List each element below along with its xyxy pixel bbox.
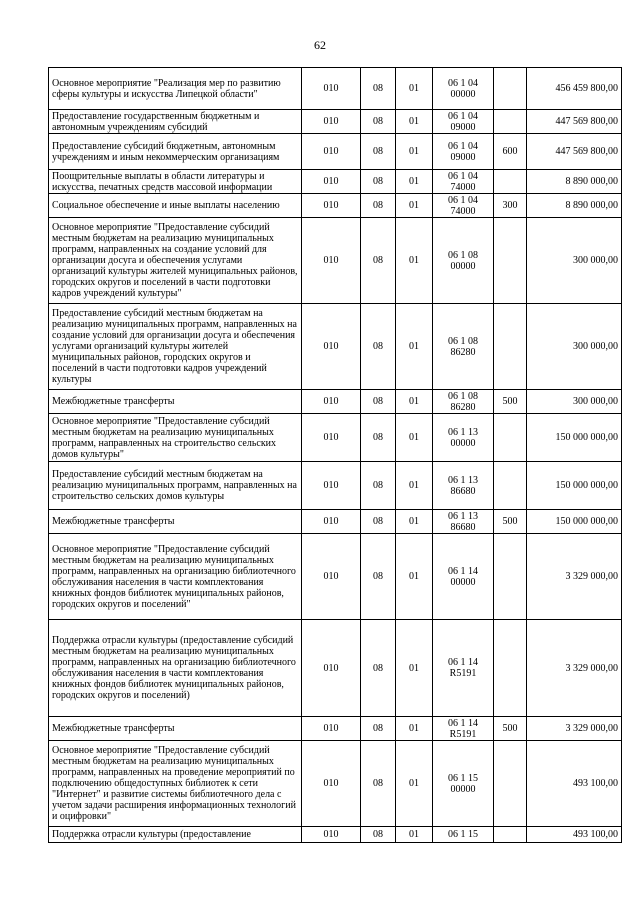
row-target-article-code: 06 1 14 R5191	[433, 717, 494, 741]
row-admin-code: 010	[302, 620, 361, 717]
row-subsection-code: 01	[396, 194, 433, 218]
row-amount: 8 890 000,00	[527, 194, 622, 218]
table-row	[49, 827, 622, 843]
row-admin-code: 010	[302, 194, 361, 218]
row-section-code: 08	[361, 462, 396, 510]
row-target-article-code: 06 1 13 00000	[433, 414, 494, 462]
row-amount: 8 890 000,00	[527, 170, 622, 194]
row-section-code: 08	[361, 827, 396, 843]
row-expense-type-code	[494, 741, 527, 827]
row-target-article-code: 06 1 13 86680	[433, 462, 494, 510]
row-name: Предоставление субсидий бюджетным, автономным учреждениям и иным некоммерческим организациям	[49, 134, 302, 170]
row-subsection-code: 01	[396, 414, 433, 462]
row-subsection-code: 01	[396, 462, 433, 510]
table-row	[49, 414, 622, 462]
row-admin-code: 010	[302, 414, 361, 462]
row-section-code: 08	[361, 534, 396, 620]
table-row	[49, 194, 622, 218]
table-row	[49, 717, 622, 741]
row-name: Основное мероприятие "Предоставление субсидий местным бюджетам на реализацию муниципальных программ, направленных на организацию библиотечного обслуживания населения в части комплектования книжных фондов библиотек муниципальных районов, городских округов и поселений"	[49, 534, 302, 620]
row-amount: 300 000,00	[527, 218, 622, 304]
row-name: Поощрительные выплаты в области литературы и искусства, печатных средств массовой информации	[49, 170, 302, 194]
row-target-article-code: 06 1 14 R5191	[433, 620, 494, 717]
row-subsection-code: 01	[396, 827, 433, 843]
row-admin-code: 010	[302, 110, 361, 134]
table-row	[49, 741, 622, 827]
row-section-code: 08	[361, 741, 396, 827]
row-subsection-code: 01	[396, 134, 433, 170]
row-subsection-code: 01	[396, 170, 433, 194]
row-name: Основное мероприятие "Предоставление субсидий местным бюджетам на реализацию муниципальных программ, направленных на строительство сельских домов культуры"	[49, 414, 302, 462]
row-subsection-code: 01	[396, 620, 433, 717]
row-name: Основное мероприятие "Предоставление субсидий местным бюджетам на реализацию муниципальных программ, направленных на проведение мероприятий по подключению общедоступных библиотек к сети "Интернет" и развитие системы библиотечного дела с учетом задачи расширения информационных технологий и оцифровки"	[49, 741, 302, 827]
row-amount: 150 000 000,00	[527, 414, 622, 462]
row-subsection-code: 01	[396, 68, 433, 110]
row-expense-type-code	[494, 218, 527, 304]
table-row	[49, 510, 622, 534]
row-admin-code: 010	[302, 510, 361, 534]
row-name: Поддержка отрасли культуры (предоставление	[49, 827, 302, 843]
table-row	[49, 620, 622, 717]
row-section-code: 08	[361, 134, 396, 170]
row-section-code: 08	[361, 414, 396, 462]
row-expense-type-code: 600	[494, 134, 527, 170]
row-expense-type-code: 500	[494, 717, 527, 741]
row-admin-code: 010	[302, 134, 361, 170]
row-expense-type-code	[494, 110, 527, 134]
table-row	[49, 68, 622, 110]
row-name: Межбюджетные трансферты	[49, 717, 302, 741]
row-admin-code: 010	[302, 68, 361, 110]
row-admin-code: 010	[302, 170, 361, 194]
row-name: Поддержка отрасли культуры (предоставление субсидий местным бюджетам на реализацию муниципальных программ, направленных на организацию библиотечного обслуживания населения в части комплектования книжных фондов библиотек муниципальных районов, городских округов и поселений)	[49, 620, 302, 717]
row-admin-code: 010	[302, 717, 361, 741]
row-expense-type-code	[494, 170, 527, 194]
row-section-code: 08	[361, 510, 396, 534]
row-amount: 150 000 000,00	[527, 510, 622, 534]
row-subsection-code: 01	[396, 390, 433, 414]
row-amount: 447 569 800,00	[527, 134, 622, 170]
row-expense-type-code: 500	[494, 390, 527, 414]
row-subsection-code: 01	[396, 741, 433, 827]
row-amount: 493 100,00	[527, 827, 622, 843]
row-amount: 300 000,00	[527, 304, 622, 390]
row-name: Предоставление субсидий местным бюджетам на реализацию муниципальных программ, направленных на строительство сельских домов культуры	[49, 462, 302, 510]
row-expense-type-code: 500	[494, 510, 527, 534]
row-name: Основное мероприятие "Реализация мер по развитию сферы культуры и искусства Липецкой области"	[49, 68, 302, 110]
row-section-code: 08	[361, 218, 396, 304]
row-subsection-code: 01	[396, 510, 433, 534]
row-target-article-code: 06 1 15 00000	[433, 741, 494, 827]
table-row	[49, 390, 622, 414]
row-section-code: 08	[361, 390, 396, 414]
row-section-code: 08	[361, 170, 396, 194]
row-target-article-code: 06 1 08 86280	[433, 304, 494, 390]
row-section-code: 08	[361, 304, 396, 390]
page-number: 62	[314, 38, 326, 52]
table-row	[49, 170, 622, 194]
row-section-code: 08	[361, 68, 396, 110]
row-admin-code: 010	[302, 534, 361, 620]
row-name: Предоставление субсидий местным бюджетам на реализацию муниципальных программ, направленных на создание условий для организации досуга и обеспечения услугами организаций культуры жителей муниципальных районов, городских округов и поселений в части подготовки кадров учреждений культуры	[49, 304, 302, 390]
row-name: Предоставление государственным бюджетным и автономным учреждениям субсидий	[49, 110, 302, 134]
row-subsection-code: 01	[396, 304, 433, 390]
table-row	[49, 218, 622, 304]
row-admin-code: 010	[302, 827, 361, 843]
row-admin-code: 010	[302, 304, 361, 390]
row-section-code: 08	[361, 620, 396, 717]
row-expense-type-code	[494, 462, 527, 510]
row-section-code: 08	[361, 194, 396, 218]
row-section-code: 08	[361, 717, 396, 741]
row-amount: 300 000,00	[527, 390, 622, 414]
row-subsection-code: 01	[396, 218, 433, 304]
table-row	[49, 534, 622, 620]
row-target-article-code: 06 1 04 74000	[433, 170, 494, 194]
row-target-article-code: 06 1 15	[433, 827, 494, 843]
row-section-code: 08	[361, 110, 396, 134]
row-expense-type-code	[494, 414, 527, 462]
row-target-article-code: 06 1 14 00000	[433, 534, 494, 620]
row-expense-type-code: 300	[494, 194, 527, 218]
row-name: Межбюджетные трансферты	[49, 390, 302, 414]
table-row	[49, 304, 622, 390]
row-amount: 493 100,00	[527, 741, 622, 827]
row-target-article-code: 06 1 04 09000	[433, 110, 494, 134]
row-target-article-code: 06 1 04 00000	[433, 68, 494, 110]
row-target-article-code: 06 1 04 74000	[433, 194, 494, 218]
row-target-article-code: 06 1 08 86280	[433, 390, 494, 414]
row-amount: 3 329 000,00	[527, 534, 622, 620]
row-expense-type-code	[494, 68, 527, 110]
row-amount: 456 459 800,00	[527, 68, 622, 110]
row-subsection-code: 01	[396, 110, 433, 134]
row-admin-code: 010	[302, 462, 361, 510]
row-target-article-code: 06 1 08 00000	[433, 218, 494, 304]
row-amount: 3 329 000,00	[527, 620, 622, 717]
row-amount: 3 329 000,00	[527, 717, 622, 741]
row-amount: 447 569 800,00	[527, 110, 622, 134]
row-expense-type-code	[494, 304, 527, 390]
budget-table	[48, 67, 622, 843]
table-row	[49, 462, 622, 510]
row-expense-type-code	[494, 620, 527, 717]
row-admin-code: 010	[302, 741, 361, 827]
row-expense-type-code	[494, 534, 527, 620]
row-amount: 150 000 000,00	[527, 462, 622, 510]
row-name: Основное мероприятие "Предоставление субсидий местным бюджетам на реализацию муниципальных программ, направленных на создание условий для организации досуга и обеспечения услугами организаций культуры жителей муниципальных районов, городских округов и поселений в части подготовки кадров учреждений культуры"	[49, 218, 302, 304]
row-admin-code: 010	[302, 218, 361, 304]
row-name: Межбюджетные трансферты	[49, 510, 302, 534]
row-target-article-code: 06 1 04 09000	[433, 134, 494, 170]
row-name: Социальное обеспечение и иные выплаты населению	[49, 194, 302, 218]
row-subsection-code: 01	[396, 717, 433, 741]
row-admin-code: 010	[302, 390, 361, 414]
row-expense-type-code	[494, 827, 527, 843]
row-target-article-code: 06 1 13 86680	[433, 510, 494, 534]
row-subsection-code: 01	[396, 534, 433, 620]
table-row	[49, 110, 622, 134]
table-row	[49, 134, 622, 170]
